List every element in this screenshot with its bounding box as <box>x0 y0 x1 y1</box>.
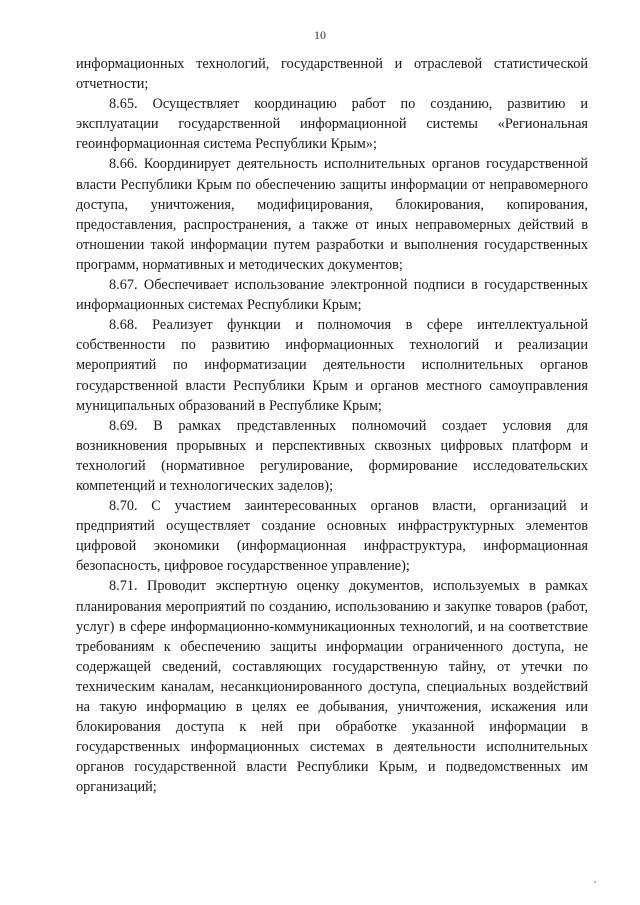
paragraph-8-68: 8.68. Реализует функции и полномочия в сфере интеллектуальной собственности по развитию информационных технологий и реализации мероприятий по информатизации деятельности исполнительных органов государственной власти Республики Крым и органов местного самоуправления муниципальных образований в Республике Крым; <box>76 317 588 414</box>
paragraph-8-69: 8.69. В рамках представленных полномочий создает условия для возникновения прорывных и перспективных сквозных цифровых платформ и технологий (нормативное регулирование, формирование исследовательских компетенций и технологических заделов); <box>76 417 588 494</box>
page-number: 10 <box>314 28 326 42</box>
paragraph-8-71: 8.71. Проводит экспертную оценку документов, используемых в рамках планирования мероприятий по созданию, использованию и закупке товаров (работ, услуг) в сфере информационно-коммуникационных технологий, и на соответствие требованиям к обеспечению защиты информации ограниченного доступа, не содержащей сведений, составляющих государственную тайну, от утечки по техническим каналам, несанкционированного доступа, специальных воздействий на такую информацию в целях ее добывания, уничтожения, искажения или блокирования доступа к ней при обработке указанной информации в государственных информационных системах в деятельности исполнительных органов государственной власти Республики Крым, и подведомственных им организаций; <box>76 578 588 796</box>
scan-speck <box>594 881 596 883</box>
paragraph-8-66: 8.66. Координирует деятельность исполнительных органов государственной власти Республики Крым по обеспечению защиты информации от неправомерного доступа, уничтожения, модифицирования, блокирования, копирования, предоставления, распространения, а также от иных неправомерных действий в отношении такой информации путем разработки и выполнения государственных программ, нормативных и методических документов; <box>76 156 588 273</box>
paragraph-8-65: 8.65. Осуществляет координацию работ по созданию, развитию и эксплуатации государственной информационной системы «Региональная геоинформационная система Республики Крым»; <box>76 96 588 153</box>
document-body <box>76 54 588 797</box>
paragraph-8-67: 8.67. Обеспечивает использование электронной подписи в государственных информационных системах Республики Крым; <box>76 277 588 314</box>
paragraph-8-70: 8.70. С участием заинтересованных органов власти, организаций и предприятий осуществляет создание основных инфраструктурных элементов цифровой экономики (информационная инфраструктура, информационная безопасность, цифровое государственное управление); <box>76 498 588 575</box>
paragraph-continuation: информационных технологий, государственной и отраслевой статистической отчетности; <box>76 56 588 93</box>
